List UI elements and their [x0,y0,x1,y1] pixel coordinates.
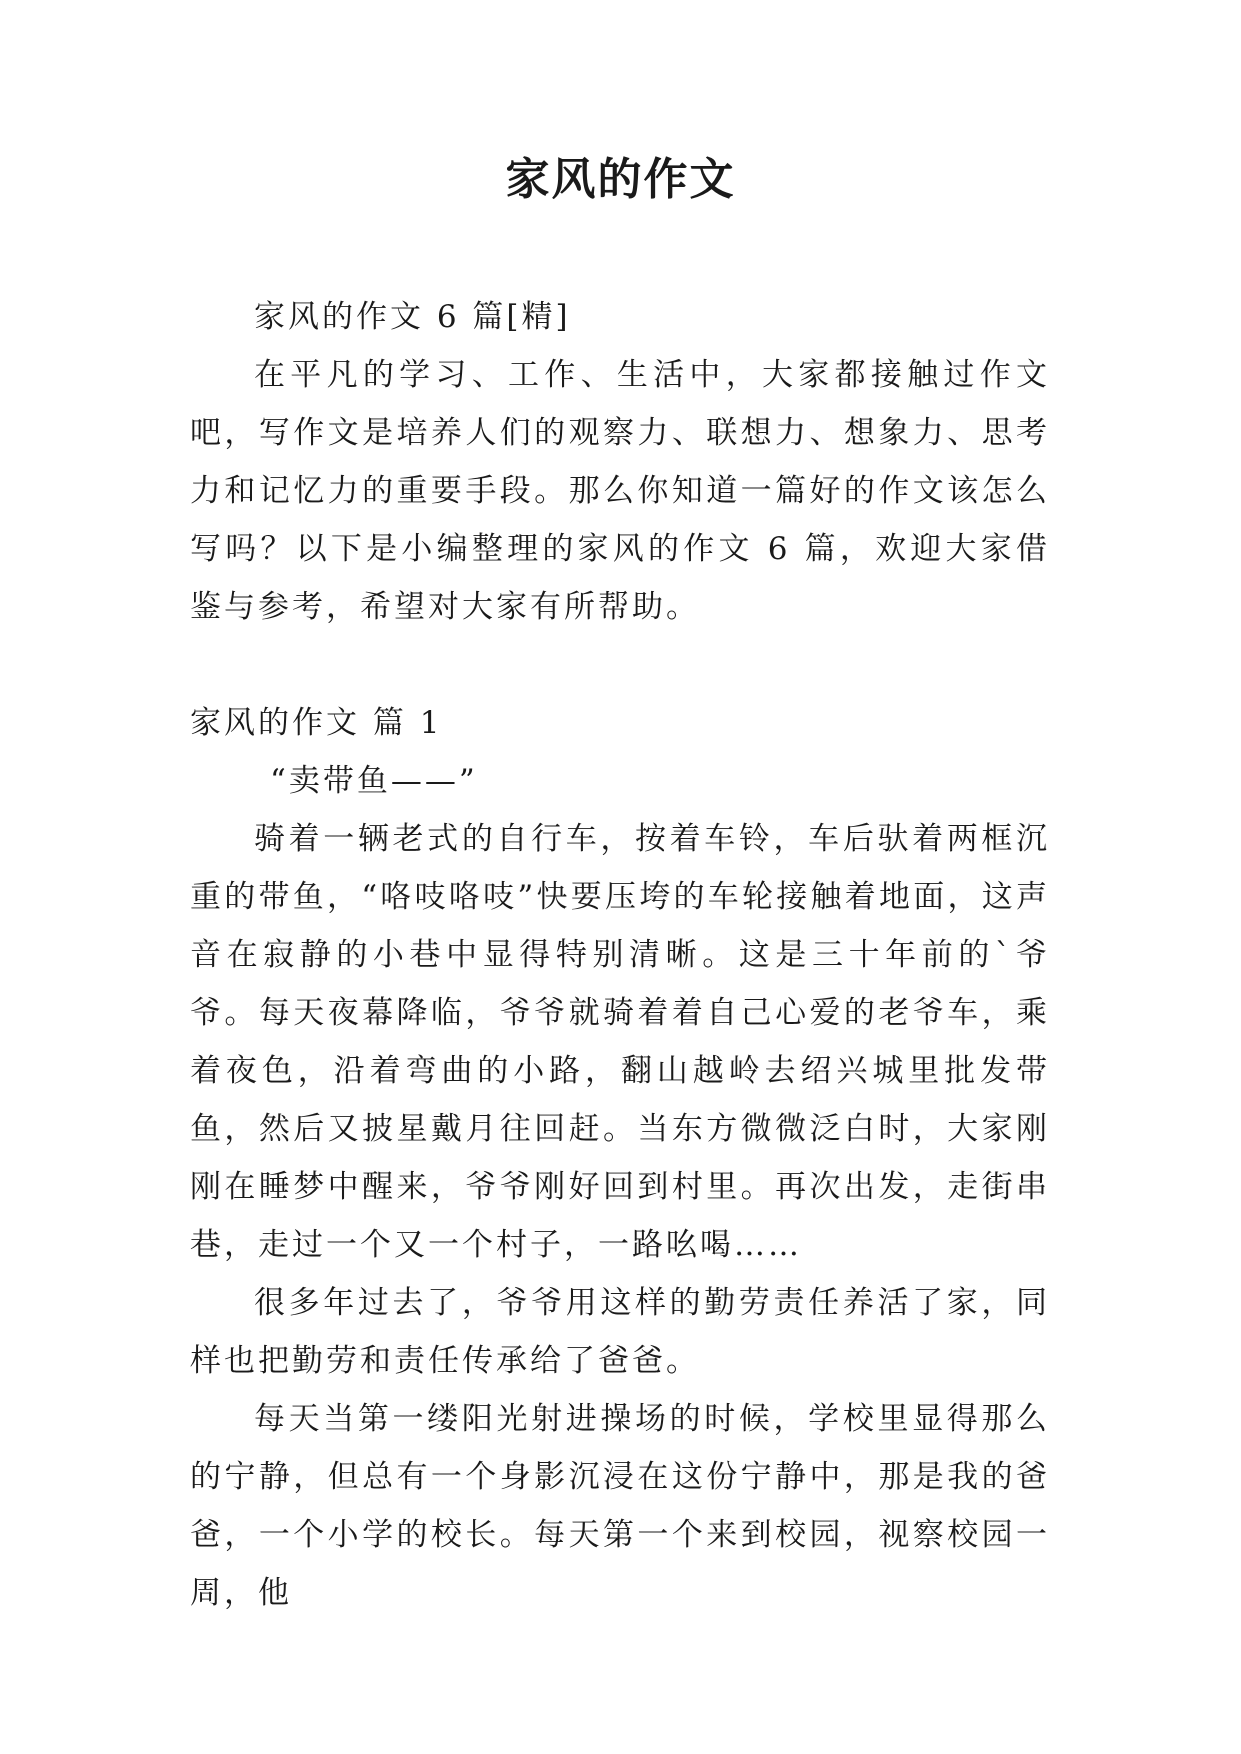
paragraph-quote: “卖带鱼——” [270,763,478,799]
document-subtitle: 家风的作文 6 篇[精] [254,299,571,335]
document-body [190,288,1050,1622]
intro-paragraph: 在平凡的学习、工作、生活中，大家都接触过作文吧，写作文是培养人们的观察力、联想力、想象力、思考力和记忆力的重要手段。那么你知道一篇好的作文该怎么写吗？以下是小编整理的家风的作文 6 篇，欢迎大家借鉴与参考，希望对大家有所帮助。 [190,357,1050,625]
document-title: 家风的作文 [505,154,736,205]
paragraph: 很多年过去了，爷爷用这样的勤劳责任养活了家，同样也把勤劳和责任传承给了爸爸。 [190,1285,1050,1379]
section-heading: 家风的作文 篇 1 [190,705,443,741]
paragraph: 每天当第一缕阳光射进操场的时候，学校里显得那么的宁静，但总有一个身影沉浸在这份宁静中，那是我的爸爸，一个小学的校长。每天第一个来到校园，视察校园一周，他 [190,1401,1050,1611]
paragraph: 骑着一辆老式的自行车，按着车铃，车后驮着两框沉重的带鱼，“咯吱咯吱”快要压垮的车轮接触着地面，这声音在寂静的小巷中显得特别清晰。这是三十年前的`爷爷。每天夜幕降临，爷爷就骑着着自己心爱的老爷车，乘着夜色，沿着弯曲的小路，翻山越岭去绍兴城里批发带鱼，然后又披星戴月往回赶。当东方微微泛白时，大家刚刚在睡梦中醒来，爷爷刚好回到村里。再次出发，走街串巷，走过一个又一个村子，一路吆喝…… [190,821,1050,1263]
